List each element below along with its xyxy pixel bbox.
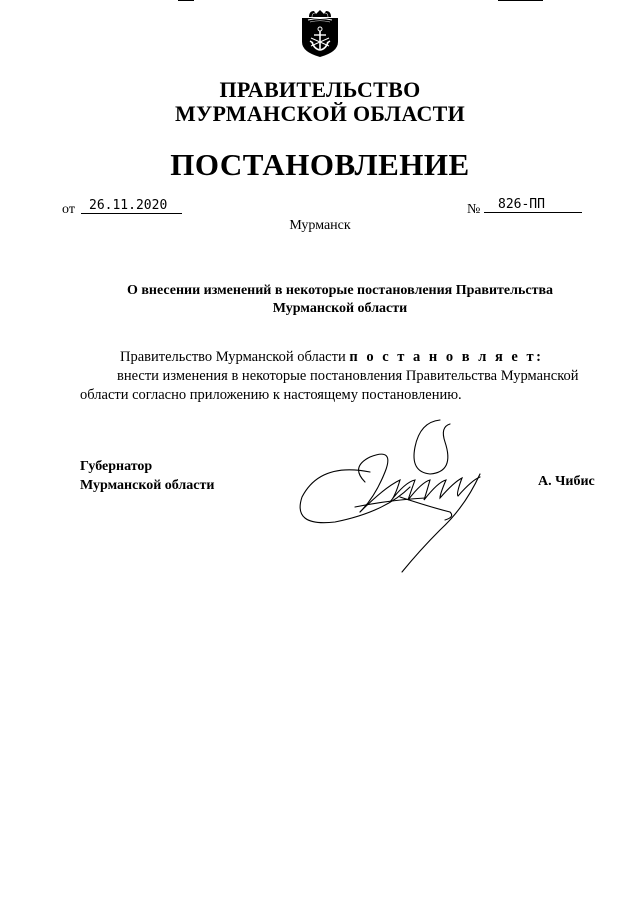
scan-edge-mark [178, 0, 194, 1]
body-intro: Правительство Мурманской области [120, 349, 346, 365]
subject-line2: Мурманской области [272, 301, 408, 316]
document-type-title: ПОСТАНОВЛЕНИЕ [170, 147, 470, 182]
body-paragraph-line2: внести изменения в некоторые постановления Правительства Мурманской [117, 368, 579, 384]
signer-name: А. Чибис [538, 474, 595, 489]
org-name-line1: ПРАВИТЕЛЬСТВО [219, 77, 421, 102]
body-paragraph-line1 [120, 348, 543, 367]
coat-of-arms-icon [301, 8, 339, 58]
city-name: Мурманск [289, 218, 351, 233]
subject-line1: О внесении изменений в некоторые постановления Правительства [126, 283, 554, 298]
document-date: 26.11.2020 [81, 199, 182, 214]
number-prefix: № [467, 202, 481, 217]
signer-title-line1: Губернатор [80, 459, 153, 474]
body-verb: п о с т а н о в л я е т: [349, 349, 544, 365]
document-number: 826-ПП [484, 198, 582, 213]
signer-title-line2: Мурманской области [80, 478, 215, 493]
date-prefix: от [62, 202, 75, 217]
handwritten-signature [290, 412, 510, 577]
body-paragraph-line3: области согласно приложению к настоящему постановлению. [80, 387, 462, 403]
scan-edge-mark [498, 0, 543, 1]
org-name-line2: МУРМАНСКОЙ ОБЛАСТИ [174, 101, 466, 126]
